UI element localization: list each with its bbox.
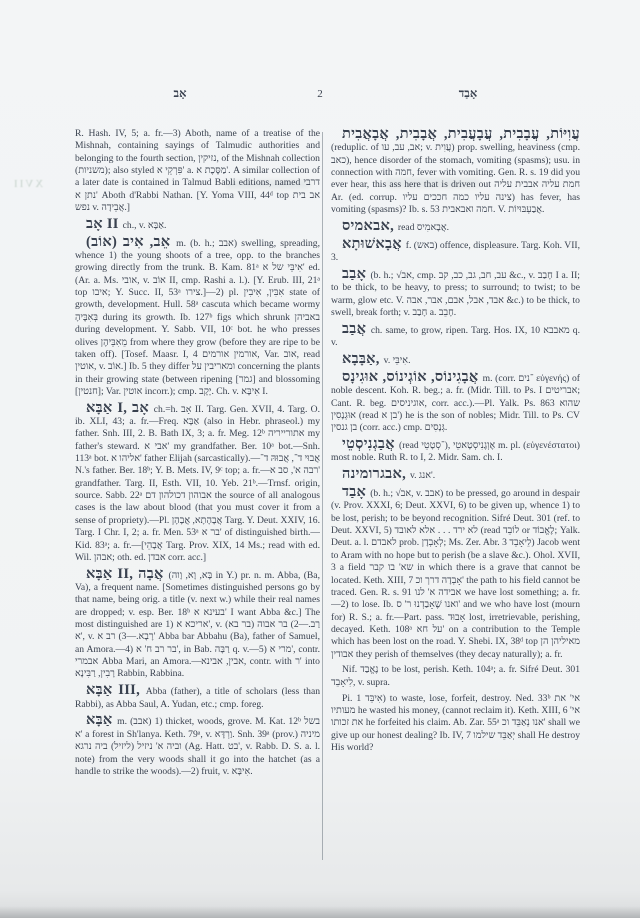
entry-headword: עֲוִיּוֹת, עֲבָבִית, עֲבָעֲבִית, אֲבָבִית, אֲבָאֲבִית [342, 128, 580, 142]
page-edge-shadow [0, 906, 640, 918]
dictionary-entry: אֲבַב ch. same, to grow, ripen. Targ. Hos. IX, 10 מאבבא q. v. [331, 320, 580, 349]
bleed-through-mark: XVII [12, 178, 44, 190]
entry-headword: אַבָּא III, [86, 682, 146, 699]
entry-headword: אָבַד [342, 484, 371, 501]
dictionary-entry: אַבָּא III, Abba (father), a title of scholars (less than Rabbi), as Abba Saul, A. Yudan, etc.; cmp. foreg. [75, 682, 320, 710]
dictionary-entry: אָב II ch., v. אַבָּא. [86, 215, 167, 232]
dictionary-entry: Nif. נֶאֱבַד to be lost, perish. Keth. 104ᵃ; a. fr. Sifré Deut. 301 לִיאָבֵד, v. supra. [331, 664, 580, 688]
column-divider-rule [322, 132, 323, 860]
right-text-column [331, 128, 580, 868]
dictionary-entry: אבגרומינה, v. אנג'. [342, 466, 436, 483]
page-number: 2 [317, 88, 323, 100]
entry-headword: אֲבַב [342, 320, 371, 337]
entry-headword: אָבַב [342, 265, 371, 282]
entry-headword: אֲבָגִינוֹס, אוֹגְינוֹס, אוּגִינָס [342, 368, 483, 385]
dictionary-entry: אֵב, אִיב (אוֹב) m. (b. h.; אבב) swelling, spreading, whence 1) the young shoots of a tree, opp. to the branches growing directly from the trunk. B. Kam. 81ᵃ אִיבֵּי של א' ed. (Ar. a. Ms. אובי, v. אוֹב II, cmp. Rashi a. l.). [Y. Erub. III, 21ᵃ top איבו; Y. Succ. II, 53ᵃ צירו.]—2) pl. אִבִּין, אִיבִין state of growth, development. Hull. 58ᵃ cascuta which became wormy בְּאִבֶּיהָ during its growth. Ib. 127ᵇ figs which shrunk באביהן during development. Y. Sabb. VII, 10ᶜ bot. he who presses olives מֵאִבֵּיהֶן from where they grow (before they are ripe to be taken off). [Tosef. Maasr. I, 4 אורמין אורמים, Var. אוב, read אוטין, v. אוֹב.] Ib. 5 they differ ומאריבין על concerning the plants in their growing state (between ripening [גמר] and blossoming [חנטין]; Var. אוטין incorr.); cmp. יָקָב. Ch. v. אִיבָּא I. [75, 233, 320, 397]
dictionary-entry: R. Hash. IV, 5; a. fr.—3) Aboth, name of a treatise of the Mishnah, containing sayings of Talmudic authorities and belonging to the fourth section, נזיקין, of the Mishnah collection (משניות); also styled פִּרְקֵי א' a. מַסֶּכֶת א'. A similar collection of a later date is contained in Talmud Babli editions, named דרבי נתן א' Aboth d'Rabbi Nathan. [Y. Yoma VIII, 44ᵈ top אב בית נפש v. אֲבֵידָה.] [75, 128, 320, 214]
entry-headword: אַבָּבָא, [342, 351, 384, 367]
dictionary-entry: אֲבַגְנִיסְטֵי (read ־סְטָטֵי), אֶוְגֶנִיסְטָאטֵי m. pl. (εὐγενέστατοι) most noble. Ruth R. to I, 2. Midr. Sam. ch. I. [331, 436, 580, 464]
entry-headword: אבאמיס, [342, 217, 398, 234]
dictionary-entry: אַבָּא m. (אבב) 1) thicket, woods, grove. M. Kat. 12ᵇ בשל א' a forest in Sh'lanya. Keth. 79ᵃ, v. וַרְדָּא. Snh. 39ᵃ (prov.) מיניה וביה א' ניזיל (ליזיל) ביה נרגא (Ag. Hatt. בט', v. Rabb. D. S. a. l. note) from the very woods shall it go into the hatchet (as a handle to strike the woods).—2) fruit, v. אִיבָּא. [75, 712, 320, 777]
dictionary-entry: אַבָּבָא, v. אִיבֵּי. [342, 351, 411, 367]
dictionary-entry: אָבַב (b. h.; √אב, cmp. עב, חב, גב, כב, קב &c., v. חָבַב I a. II; to be thick, to be heavy, to press; to surround; to twist; to be warm, glow etc. V. אבד, אבל, אבם, אבר, אבה &c.) to be thick, to swell, break forth; v. חָבַב a. חָבֵב. [331, 265, 580, 318]
header-keyword-left: אָב [173, 88, 187, 100]
entry-headword: אֲבַגְנִיסְטֵי [342, 436, 400, 453]
dictionary-entry: אַבָּא I, אָב ch.=h. אָב II. Targ. Gen. XVII, 4. Targ. O. ib. XLI, 43; a. fr.—Freq. אַבָּא (also in Hebr. phraseol.) my father. Snh. III, 2. B. Bath IX, 3; a. fr. Meg. 12ᵇ אתורייריה my father's steward. אבי א' my grandfather. Ber. 10ᵃ bot.—Snh. 113ᵃ bot. אליהו א' father Elijah (sarcastically).—אֲבוּי ד־, אֲבוּהּ ד־ N.'s father. Ber. 18ᵇ; Y. B. Mets. IV, 9ᶜ top; a. fr.—רבה א', סב א' grandfather. Targ. II, Esth. VII, 10. Yeb. 21ᵇ.—Trnsf. origin, source. Sabb. 22ᵃ אבוהון דכולהון דם the source of all analogous cases is the law about blood (that you must cover it from a sense of propriety).—Pl. אֲבָהָתָא, אֲבָהָן Targ. Y. Deut. XXIV, 16. Targ. I Chr. I, 2; a. fr. Men. 53ᵃ בר א' of distinguished birth.—Kid. 83ᵃ; a. fr.—[אֲבָהֵי Targ. Prov. XIX, 14 Ms.; read with ed. Wil. אבהן; oth. ed. אבדן corr. acc.] [75, 399, 320, 563]
dictionary-entry: אֲבָגִינוֹס, אוֹגְינוֹס, אוּגִינָס m. (corr. ־נים εὐγενής) of noble descent. Koh. R. beg.; a. fr. (Midr. Till. to Ps. I אבריטים; Cant. R. beg. אוגיניסים, corr. acc.).—Pl. Yalk. Ps. 863 שהוא אוּגְנָסִין (read בן א') he is the son of nobles; Midr. Till. to Ps. CV בן גנסין (corr. acc.) cmp. גְּנָסִים. [331, 368, 580, 434]
dictionary-entry: אַבָּא II, אֲבָה (בָּא, וָא, וָוה in Y.) pr. n. m. Abba, (Ba, Va), a frequent name. [Sometimes distinguished persons go by that name, being orig. a title (v. next w.) while their real names are dropped; v. esp. Ber. 18ᵇ בעינא א' I want Abba &c.] The most distinguished are 1) אריכא א', v. רַב.—2) בר אבוה (בר בא) א', v. רָבָא.—3) רב א' Abba bar Abbahu (Ba), father of Samuel, an Amora.—4) בר רב ח' א', in Bab. רַבָּה q. v.—5) מרי א', contr. אבמרי Abba Mari, an Amora.—אבין, אבינא, contr. with ר' into רָבִין, רַבִּינָא Rabbin, Rabbina. [75, 565, 320, 680]
entry-headword: אבגרומינה, [342, 466, 410, 483]
dictionary-entry: עֲוִיּוֹת, עֲבָבִית, עֲבָעֲבִית, אֲבָבִית, אֲבָאֲבִית (reduplic. of אב, עב, עו; v. עֲוִית) prop. swelling, heaviness (cmp. כאב), hence disorder of the stomach, vomiting (spasms); usu. in connection with חמה, fever with vomiting. Gen. R. s. 19 did you ever hear, this ass here that is driven out חמת עליה אבבית עליה Ar. (ed. corrup. צינה עליו כמה חככים עליו) has fever, has vomiting (spasms)? Ib. s. 53 חמה ואבאבית. V. אֲבַעְבּוּיוֹת. [331, 128, 580, 216]
entry-headword: אֲבָאשׁוּתָא [342, 235, 406, 252]
left-text-column [75, 128, 320, 868]
entry-headword: אַבָּא II, אֲבָה [86, 565, 169, 582]
dictionary-entry: אבאמיס, read אֲבָאמִיס. [342, 217, 450, 234]
dictionary-entry: Pi. אִיבֵּד 1) to waste, lose, forfeit, destroy. Ned. 33ᵇ אי' את מעותיו he wasted his money, (cannot reclaim it). Keth. XIII, 6 אי' את זכותו he forfeited his claim. Ab. Zar. 55ᵃ אנו נְאַבֵּד וכ' shall we give up our honest dealing? Ib. IV, 7 יְאַבֵּד שילמו shall He destroy His world? [331, 692, 580, 753]
entry-headword: אַבָּא [86, 712, 118, 729]
dictionary-entry: אָבַד (b. h.; √אב, v. אבב) to be pressed, go around in despair (v. Prov. XXXI, 6; Deut. XXVI, 6) to be given up, whence 1) to be lost, perish; to be beyond recognition. Sifré Deut. 301 (ref. to Deut. XXVI, 5) לא ירד . . . אלא לאובד (read לוֹבֵד or לֶאֱבוֹד; Yalk. Deut. a. l. לאבדם prob. לְאָבְדָן; Ms. Zer. Abr. 3 לֵיאָבֵד) Jacob went to Aram with no hope but to perish (be a slave &c.). Ohol. XVII, 3 a field שא' בו קבר in which there is a grave that cannot be located. Keth. XIII, 7 אָבְדָה דרך וכ' the path to his field cannot be traced. Gen. R. s. 91 אבידה א' לנו we have lost something; a. fr.—2) to lose. Ib. ואנו שֶׁאָבַדְנוּ ר' ס' and we who have lost (mourn for) R. S.; a. fr.—Part. pass. אָבוּד lost, irretrievable, perishing, decayed. Keth. 108ᵃ על חא' on a contribution to the Temple which has been lost on the road. Y. Shebi. IX, 38ᵈ top מאיליהן הן אבודין they perish of themselves (they decay naturally); a. fr. [331, 484, 580, 660]
entry-headword: אַבָּא I, אָב [86, 399, 154, 416]
header-keyword-right: אָבַד [458, 88, 478, 100]
entry-headword: אֵב, אִיב (אוֹב) [86, 233, 177, 250]
dictionary-entry: אֲבָאשׁוּתָא f. (באש) offence, displeasure. Targ. Koh. VII, 3. [331, 235, 580, 264]
entry-headword: אָב II [86, 215, 123, 232]
